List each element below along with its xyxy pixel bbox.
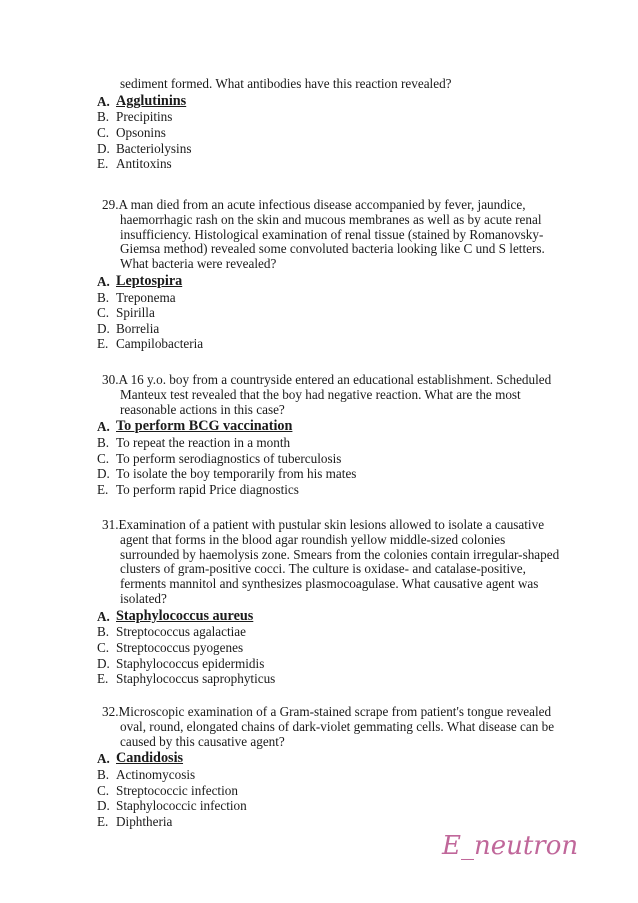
option-d — [0, 321, 638, 337]
question-text — [0, 373, 560, 417]
question-number: 29. — [102, 197, 119, 212]
option-a-correct — [0, 419, 638, 435]
option-text: Borrelia — [116, 320, 160, 336]
question-30 — [0, 373, 638, 497]
signature-text: E_neutron — [442, 831, 579, 861]
option-c — [0, 305, 638, 321]
question-32 — [0, 705, 638, 829]
option-text: Leptospira — [116, 272, 183, 289]
option-letter: C. — [97, 305, 110, 321]
option-text: To perform serodiagnostics of tuberculosis — [116, 450, 342, 466]
question-text — [0, 198, 560, 272]
option-letter: C. — [97, 782, 110, 798]
option-e — [0, 156, 638, 172]
option-letter: B. — [97, 434, 110, 450]
option-letter: A. — [97, 93, 110, 109]
option-text: Staphylococcic infection — [116, 798, 247, 814]
option-text: Diphtheria — [116, 813, 173, 829]
question-body: Examination of a patient with pustular skin lesions allowed to isolate a causative agent that forms in the blood agar roundish yellow middle-sized colonies surrounded by haemolysis zone. Smears from the colonies contain irregular-shaped clusters of gram-positive cocci. The culture is oxidase- and catalase-positive, ferments mannitol and synthesizes plasmocoagulase. What causative agent was isolated? — [118, 517, 560, 606]
option-text: To repeat the reaction in a month — [116, 434, 291, 450]
option-e — [0, 671, 638, 687]
option-text: Streptococcic infection — [116, 782, 238, 798]
option-letter: A. — [97, 608, 110, 624]
option-text: To perform BCG vaccination — [116, 418, 293, 435]
option-letter: B. — [97, 766, 110, 782]
option-d — [0, 798, 638, 814]
option-e — [0, 482, 638, 498]
question-number: 30. — [102, 372, 119, 387]
option-text: Staphylococcus saprophyticus — [116, 671, 276, 687]
option-c — [0, 783, 638, 799]
option-b — [0, 109, 638, 125]
option-text: Agglutinins — [116, 92, 187, 109]
option-c — [0, 640, 638, 656]
option-text: Actinomycosis — [116, 766, 196, 782]
question-29 — [0, 198, 638, 352]
option-letter: D. — [97, 655, 110, 671]
question-28 — [0, 77, 638, 172]
option-letter: C. — [97, 450, 110, 466]
option-b — [0, 767, 638, 783]
option-text: Precipitins — [116, 109, 173, 125]
option-text: Opsonins — [116, 124, 166, 140]
question-text — [0, 518, 560, 607]
option-letter: C. — [97, 124, 110, 140]
option-a-correct — [0, 94, 638, 110]
option-letter: E. — [97, 156, 109, 172]
question-number: 31. — [102, 517, 119, 532]
option-text: Streptococcus pyogenes — [116, 639, 244, 655]
option-text: Antitoxins — [116, 156, 172, 172]
question-body: Microscopic examination of a Gram-stained scrape from patient's tongue revealed oval, round, elongated chains of dark-violet gemmating cells. What disease can be caused by this causative agent? — [118, 704, 555, 749]
option-d — [0, 141, 638, 157]
option-text: Streptococcus agalactiae — [116, 624, 246, 640]
option-letter: D. — [97, 140, 110, 156]
option-text: Staphylococcus epidermidis — [116, 655, 265, 671]
option-a-correct — [0, 274, 638, 290]
option-d — [0, 466, 638, 482]
option-letter: B. — [97, 624, 110, 640]
signature-logo — [440, 826, 590, 866]
option-d — [0, 656, 638, 672]
option-b — [0, 435, 638, 451]
option-letter: A. — [97, 273, 110, 289]
option-letter: D. — [97, 466, 110, 482]
option-letter: D. — [97, 798, 110, 814]
option-letter: D. — [97, 320, 110, 336]
option-text: Spirilla — [116, 305, 155, 321]
option-b — [0, 290, 638, 306]
option-a-correct — [0, 751, 638, 767]
option-text: To perform rapid Price diagnostics — [116, 481, 299, 497]
option-text: Treponema — [116, 289, 176, 305]
option-letter: C. — [97, 639, 110, 655]
option-letter: A. — [97, 419, 110, 435]
question-body: A man died from an acute infectious disease accompanied by fever, jaundice, haemorrhagic rash on the skin and mucous membranes as well as by acute renal insufficiency. Histological examination of renal tissue (stained by Romanovsky-Giemsa method) revealed some convoluted bacteria looking like C und S letters. What bacteria were revealed? — [118, 197, 545, 272]
option-a-correct — [0, 609, 638, 625]
option-text: Bacteriolysins — [116, 140, 192, 156]
option-b — [0, 624, 638, 640]
option-c — [0, 451, 638, 467]
option-c — [0, 125, 638, 141]
question-body: A 16 y.o. boy from a countryside entered an educational establishment. Scheduled Manteux test revealed that the boy had negative reaction. What are the most reasonable actions in this case? — [118, 372, 552, 417]
option-text: Campilobacteria — [116, 336, 204, 352]
option-letter: B. — [97, 289, 110, 305]
question-number: 32. — [102, 704, 119, 719]
option-letter: E. — [97, 813, 109, 829]
option-text: Candidosis — [116, 750, 184, 767]
question-31 — [0, 518, 638, 687]
option-text: Staphylococcus aureus — [116, 607, 254, 624]
question-text — [0, 705, 560, 749]
option-letter: A. — [97, 751, 110, 767]
option-letter: B. — [97, 109, 110, 125]
option-letter: E. — [97, 671, 109, 687]
option-e — [0, 336, 638, 352]
question-text: sediment formed. What antibodies have this reaction revealed? — [120, 76, 452, 91]
option-letter: E. — [97, 481, 109, 497]
option-text: To isolate the boy temporarily from his mates — [116, 466, 357, 482]
option-letter: E. — [97, 336, 109, 352]
